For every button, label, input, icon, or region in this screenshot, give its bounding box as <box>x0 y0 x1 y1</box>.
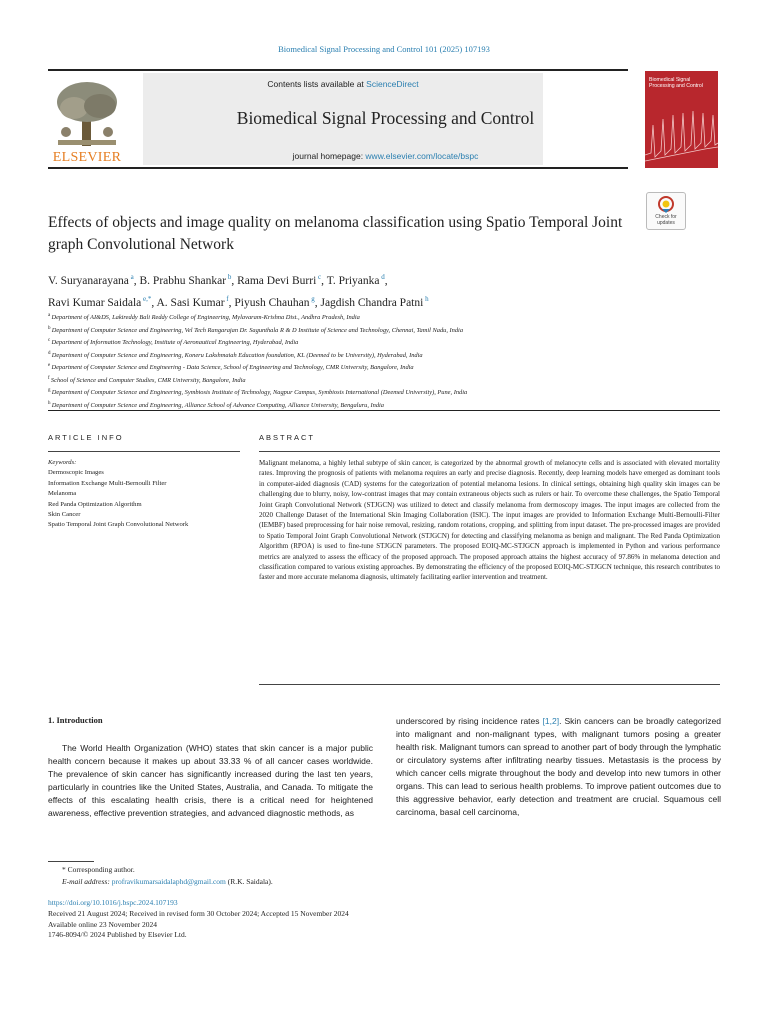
author-affiliation-marker[interactable]: e,* <box>141 294 152 303</box>
affiliation <box>48 361 688 374</box>
homepage-line <box>143 151 628 161</box>
keyword: Spatio Temporal Joint Graph Convolutional Network <box>48 521 189 529</box>
header-divider <box>48 410 720 411</box>
author-name: V. Suryanarayana <box>48 274 129 287</box>
affiliation-marker: f <box>48 375 51 381</box>
journal-reference[interactable]: Biomedical Signal Processing and Control 101 (2025) 107193 <box>278 44 490 54</box>
corresponding-author-note: * Corresponding author. <box>62 865 135 874</box>
author <box>48 294 152 309</box>
affiliation-text: Department of Computer Science and Engineering, Koneru Lakshmaiah Education foundation, KL (Deemed to be University), Hyderabad, India <box>51 351 423 359</box>
abstract-heading: ABSTRACT <box>259 433 316 442</box>
author-name: Rama Devi Burri <box>237 274 317 287</box>
keyword: Red Panda Optimization Algorithm <box>48 500 142 508</box>
intro-right-text-b: . Skin cancers can be broadly categorized into malignant and non-malignant types, with malignant tumors posing a greater health risk. Malignant tumors can spread to another part of body through the lymphatic or circulatory systems after infiltrating nearby tissues. Metastasis is the process by which cancer cells migrate throughout the body and develop into new tumors in other organs. This can lead to serious health problems. To improve patient outcomes due to this aggressive behavior, early detection and treatment are crucial. Squamous cell carcinoma, basal cell carcinoma, <box>396 716 721 817</box>
citation-link[interactable]: [1,2] <box>542 716 560 726</box>
author-affiliation-marker[interactable]: d <box>379 273 385 281</box>
check-updates-label: Check for updates <box>655 214 677 226</box>
intro-column-right <box>396 715 721 819</box>
author-list: V. Suryanarayana $^a$, B. Prabhu Shankar $^b$, Rama Devi Burri $^c$, T. Priyanka $^d$, Ravi Kumar Saidala $^{e,*}$, A. Sasi Kumar $^f$, Piyush Chauhan $^g$, Jagdish Chandra Patni $^h$ <box>48 273 429 309</box>
bookmark-icon <box>658 196 674 214</box>
copyright-line: 1746-8094/© 2024 Published by Elsevier Ltd. <box>48 930 187 940</box>
email-label: E-mail address: <box>62 877 112 886</box>
check-for-updates-badge[interactable] <box>646 192 686 230</box>
author-name: A. Sasi Kumar <box>156 296 225 309</box>
available-online: Available online 23 November 2024 <box>48 919 157 929</box>
intro-column-left: The World Health Organization (WHO) states that skin cancer is a major public health concern because it makes up about 33.33 % of all cancer cases worldwide. The prevalence of skin cancer has significantly increased during the last ten years, particularly in countries like the United States, Australia, and Canada. To mitigate the effects of this escalating health crisis, there is a critical need for heightened awareness, effective prevention strategies, and advanced diagnostic methods, as <box>48 743 373 818</box>
author-affiliation-marker[interactable]: a <box>128 273 134 281</box>
author <box>234 294 315 309</box>
doi-link[interactable]: https://doi.org/10.1016/j.bspc.2024.107193 <box>48 898 178 907</box>
author-affiliation-marker[interactable]: h <box>423 294 429 303</box>
affiliation-list <box>48 311 688 411</box>
homepage-prefix: journal homepage: <box>292 151 366 161</box>
keyword: Melanoma <box>48 490 77 498</box>
affiliation-text: Department of Computer Science and Engineering, Alliance School of Advance Computing, Alliance University, Bengaluru, India <box>51 401 385 409</box>
author-name: T. Priyanka <box>326 274 380 287</box>
introduction-heading: 1. Introduction <box>48 715 103 725</box>
banner-top-rule <box>48 69 628 71</box>
sciencedirect-link[interactable]: ScienceDirect <box>366 79 419 89</box>
affiliation <box>48 324 688 337</box>
affiliation <box>48 349 688 362</box>
affiliation-marker: g <box>48 388 52 394</box>
affiliation-marker: a <box>48 313 52 318</box>
author <box>327 275 385 287</box>
cover-title: Biomedical Signal Processing and Control <box>649 77 703 89</box>
affiliation-text: Department of Computer Science and Engineering, Symbiosis Institute of Technology, Nagpur Campus, Symbiosis International (Deemed University), Pune, India <box>51 389 468 397</box>
publication-info <box>48 898 548 941</box>
affiliation-text: Department of AI&DS, Lakireddy Bali Reddy College of Engineering, Mylavaram-Krishna Dist., Andhra Pradesh, India <box>51 314 360 322</box>
keyword: Dermoscopic Images <box>48 469 104 477</box>
affiliation-text: Department of Computer Science and Engineering - Data Science, School of Engineering and Technology, CMR University, Bangalore, India <box>51 364 414 372</box>
author-affiliation-marker[interactable]: b <box>226 273 232 281</box>
affiliation-marker: e <box>48 363 52 369</box>
author <box>48 275 134 287</box>
affiliation-marker: c <box>48 338 52 344</box>
intro-right-text-a: underscored by rising incidence rates <box>396 716 543 726</box>
affiliation <box>48 336 688 349</box>
keyword: Information Exchange Multi-Bernoulli Filter <box>48 479 167 487</box>
author-affiliation-marker[interactable]: c <box>316 273 322 281</box>
email-link[interactable]: profravikumarsaidalaphd@gmail.com <box>111 877 226 886</box>
author-name: Piyush Chauhan <box>234 296 310 309</box>
author-affiliation-marker[interactable]: f <box>224 294 229 303</box>
affiliation-marker: h <box>48 400 52 406</box>
author <box>237 275 321 287</box>
affiliation-text: School of Science and Computer Studies, CMR University, Bangalore, India <box>50 376 246 384</box>
author <box>140 275 232 287</box>
affiliation <box>48 386 688 399</box>
author <box>156 294 229 309</box>
contents-prefix: Contents lists available at <box>267 79 367 89</box>
keywords-block <box>48 458 248 531</box>
keywords-list <box>48 468 248 530</box>
affiliation <box>48 374 688 387</box>
author <box>320 294 429 309</box>
journal-cover[interactable] <box>645 71 718 168</box>
article-info-rule <box>48 451 240 452</box>
abstract-bottom-rule <box>259 684 720 685</box>
contents-line <box>143 79 543 89</box>
email-note <box>48 876 448 888</box>
affiliation-text: Department of Information Technology, Institute of Aeronautical Engineering, Hyderabad, India <box>51 339 299 347</box>
affiliation <box>48 311 688 324</box>
author-affiliation-marker[interactable]: g <box>309 294 315 303</box>
homepage-link[interactable]: www.elsevier.com/locate/bspc <box>365 151 479 161</box>
affiliation-text: Department of Computer Science and Engineering, Vel Tech Rangarajan Dr. Sagunthala R & D Institute of Science and Technology, Chennai, Tamil Nadu, India <box>51 326 464 334</box>
affiliation-marker: d <box>48 350 52 356</box>
author-name: B. Prabhu Shankar <box>139 274 227 287</box>
publisher-wordmark: ELSEVIER <box>52 150 122 165</box>
article-title: Effects of objects and image quality on melanoma classification using Spatio Temporal Joint graph Convolutional Network <box>48 214 623 253</box>
email-suffix: (R.K. Saidala). <box>225 877 273 886</box>
received-dates: Received 21 August 2024; Received in revised form 30 October 2024; Accepted 15 November 2024 <box>48 908 349 918</box>
footnote-rule <box>48 861 94 862</box>
article-info-heading: ARTICLE INFO <box>48 433 124 442</box>
author-name: Jagdish Chandra Patni <box>320 296 424 309</box>
keyword: Skin Cancer <box>48 511 81 519</box>
abstract-text: Malignant melanoma, a highly lethal subtype of skin cancer, is categorized by the abnormal growth of melanocyte cells and is associated with elevated mortality rates. Improving the prognosis of patients with melanoma requires an early and precise diagnosis. Recently, deep learning models have emerged as dominant tools in computer-aided diagnosis (CAD) systems for the categorization of potential melanoma lesions. In clinical settings, obtaining high quality skin images can be challenging due to blurry, noisy, low-contrast images that may contain extraneous objects such as rulers or hair. To overcome these challenges, the Spatio Temporal Joint Graph Convolutional Network (STJGCN) was utilized to detect and classify melanoma from dermoscopy images. The input images are collected from the 2020 Challenge Dataset of the International Skin Imaging Collaboration (ISIC). The input images are provided to Information Exchange Multi-Bernoulli-Filter (IEMBF) based preprocessing for hair noise removal, resizing, random rotations, cropping, and splitting from input dataset. The pre-processed images are provided to Spatio Temporal Joint Graph Convolutional Network (STJGCN) for detecting and classifying melanoma as benign and malignant. The Red Panda Optimization Algorithm (RPOA) is used to fine-tune STJGCN parameters. The proposed EOIQ-MC-STJGCN approach is implemented in Python and various performance metrics are analyzed to assess the efficacy of the proposed approach. The proposed approach attains the highest accuracy of 97.86% in melanoma detection and classification compared to various existing approaches. By demonstrating the efficiency of the proposed EOIQ-MC-STJGCN technique, this research contributes to faster and more accurate melanoma diagnosis, ultimately facilitating earlier intervention and treatment. <box>259 459 720 582</box>
abstract-rule <box>259 451 720 452</box>
affiliation-marker: b <box>48 325 52 331</box>
journal-title: Biomedical Signal Processing and Control <box>236 108 535 128</box>
banner-bottom-rule <box>48 167 628 169</box>
footnotes <box>48 864 448 888</box>
author-name: Ravi Kumar Saidala <box>48 296 142 309</box>
cover-waveform-graphic <box>645 105 718 168</box>
keywords-label: Keywords: <box>48 459 77 466</box>
